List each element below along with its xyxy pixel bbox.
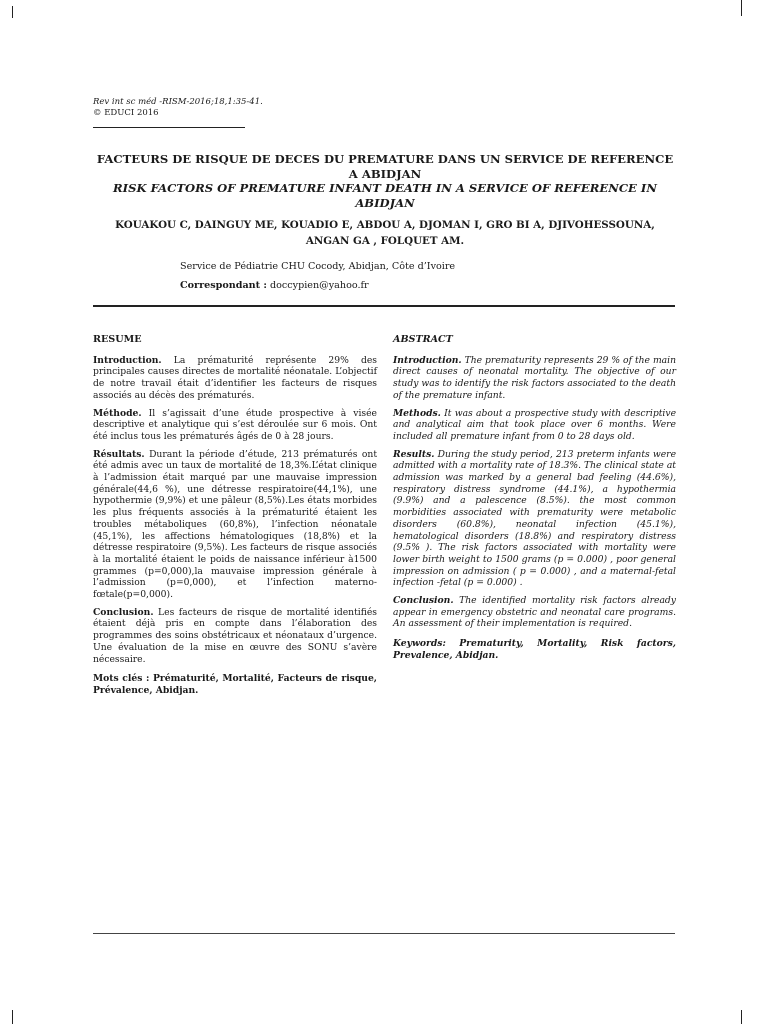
section-text: It was about a prospective study with descriptive and analytical aim that took place over 6 months. Were included all premature infant from 0 to 28 days old.	[393, 407, 677, 442]
abstract-introduction	[393, 355, 676, 402]
section-label: Conclusion.	[393, 595, 454, 607]
section-label: Introduction.	[393, 354, 462, 366]
header-rule	[93, 127, 245, 128]
abstract-methods	[393, 408, 676, 443]
journal-reference: Rev int sc méd -RISM-2016;18,1:35-41.	[93, 97, 263, 107]
crop-mark-top-right	[741, 0, 754, 16]
article-titles	[95, 152, 675, 210]
section-label: Methods.	[393, 407, 441, 419]
section-label: Results.	[393, 448, 435, 460]
title-french: FACTEURS DE RISQUE DE DECES DU PREMATURE DANS UN SERVICE DE REFERENCE A ABIDJAN	[96, 152, 674, 181]
section-label: Conclusion.	[93, 606, 154, 618]
section-text: During the study period, 213 preterm infants were admitted with a mortality rate of 18.3%. The clinical state at admission was marked by a general bad feeling (44.6%), respiratory distress syndrome (44.1%), a hypothermia (9.9%) and a palescence (8.5%). the most common morbidities associated with prematurity were metabolic disorders (60.8%), neonatal infection (45.1%), hematological disorders (18.8%) and respiratory distress (9.5% ). The risk factors associated with mortality were lower birth weight to 1500 grams (p = 0.000) , poor general impression on admission ( p = 0.000) , and a maternal-fetal infection -fetal (p = 0.000) .	[393, 448, 677, 589]
title-english: RISK FACTORS OF PREMATURE INFANT DEATH IN A SERVICE OF REFERENCE IN ABIDJAN	[113, 181, 657, 210]
section-text: Il s’agissait d’une étude prospective à visée descriptive et analytique qui s’est déroulée sur 6 mois. Ont été inclus tous les prématurés âgés de 0 à 28 jours.	[93, 407, 377, 442]
author-list: KOUAKOU C, DAINGUY ME, KOUADIO E, ABDOU A, DJOMAN I, GRO BI A, DJIVOHESSOUNA, ANGAN GA , FOLQUET AM.	[115, 219, 655, 247]
crop-mark-top-left	[12, 6, 25, 18]
section-text: The identified mortality risk factors already appear in emergency obstetric and neonatal care programs. An assessment of their implementation is required.	[393, 595, 676, 630]
resume-resultats	[93, 449, 377, 601]
section-label: Méthode.	[93, 407, 142, 419]
crop-mark-bottom-right	[741, 1010, 754, 1024]
correspondent	[180, 280, 369, 292]
resume-column	[93, 334, 377, 703]
footer-rule	[93, 933, 675, 934]
abstract-column	[393, 334, 676, 668]
section-label: Introduction.	[93, 354, 162, 366]
resume-heading: RESUME	[93, 334, 142, 345]
resume-methode	[93, 408, 377, 443]
copyright: © EDUCI 2016	[93, 108, 159, 118]
abstract-conclusion	[393, 595, 676, 630]
resume-keywords: Mots clés : Prématurité, Mortalité, Facteurs de risque, Prévalence, Abidjan.	[93, 673, 377, 696]
journal-header	[93, 97, 263, 119]
resume-conclusion	[93, 607, 377, 666]
correspondent-email: doccypien@yahoo.fr	[270, 280, 369, 291]
section-text: La prématurité représente 29% des principales causes directes de mortalité néonatale. L’objectif de notre travail était d’identifier les facteurs de risques associés au décès des prématurés.	[93, 354, 377, 401]
resume-introduction	[93, 355, 377, 402]
affiliation: Service de Pédiatrie CHU Cocody, Abidjan, Côte d’Ivoire	[180, 261, 456, 272]
section-label: Résultats.	[93, 448, 145, 460]
section-text: The prematurity represents 29 % of the main direct causes of neonatal mortality. The objective of our study was to identify the risk factors associated to the death of the premature infant.	[393, 354, 677, 401]
section-text: Durant la période d’étude, 213 prématurés ont été admis avec un taux de mortalité de 18,3%.L’état clinique à l’admission était marqué par une mauvaise impression générale(44,6 %), une détresse respiratoire(44,1%), une hypothermie (9,9%) et une pâleur (8,5%).Les états morbides les plus fréquents associés à la prématurité étaient les troubles métaboliques (60,8%), l’infection néonatale (45,1%), les affections hématologiques (18,8%) et la détresse respiratoire (9,5%). Les facteurs de risque associés à la mortalité étaient le poids de naissance inférieur à1500 grammes (p=0,000),la mauvaise impression générale à l’admission (p=0,000), et l’infection materno-fœtale(p=0,000).	[93, 448, 378, 601]
section-text: Les facteurs de risque de mortalité identifiés étaient déjà pris en compte dans l’élaboration des programmes des soins obstétricaux et néonataux d’urgence. Une évaluation de la mise en œuvre des SONU s’avère nécessaire.	[93, 606, 378, 665]
abstract-keywords: Keywords: Prematurity, Mortality, Risk factors, Prevalence, Abidjan.	[393, 638, 676, 661]
correspondent-label: Correspondant :	[180, 280, 267, 291]
crop-mark-bottom-left	[12, 1010, 25, 1024]
abstract-results	[393, 449, 676, 589]
abstract-heading: ABSTRACT	[393, 334, 453, 345]
section-rule	[93, 305, 675, 307]
